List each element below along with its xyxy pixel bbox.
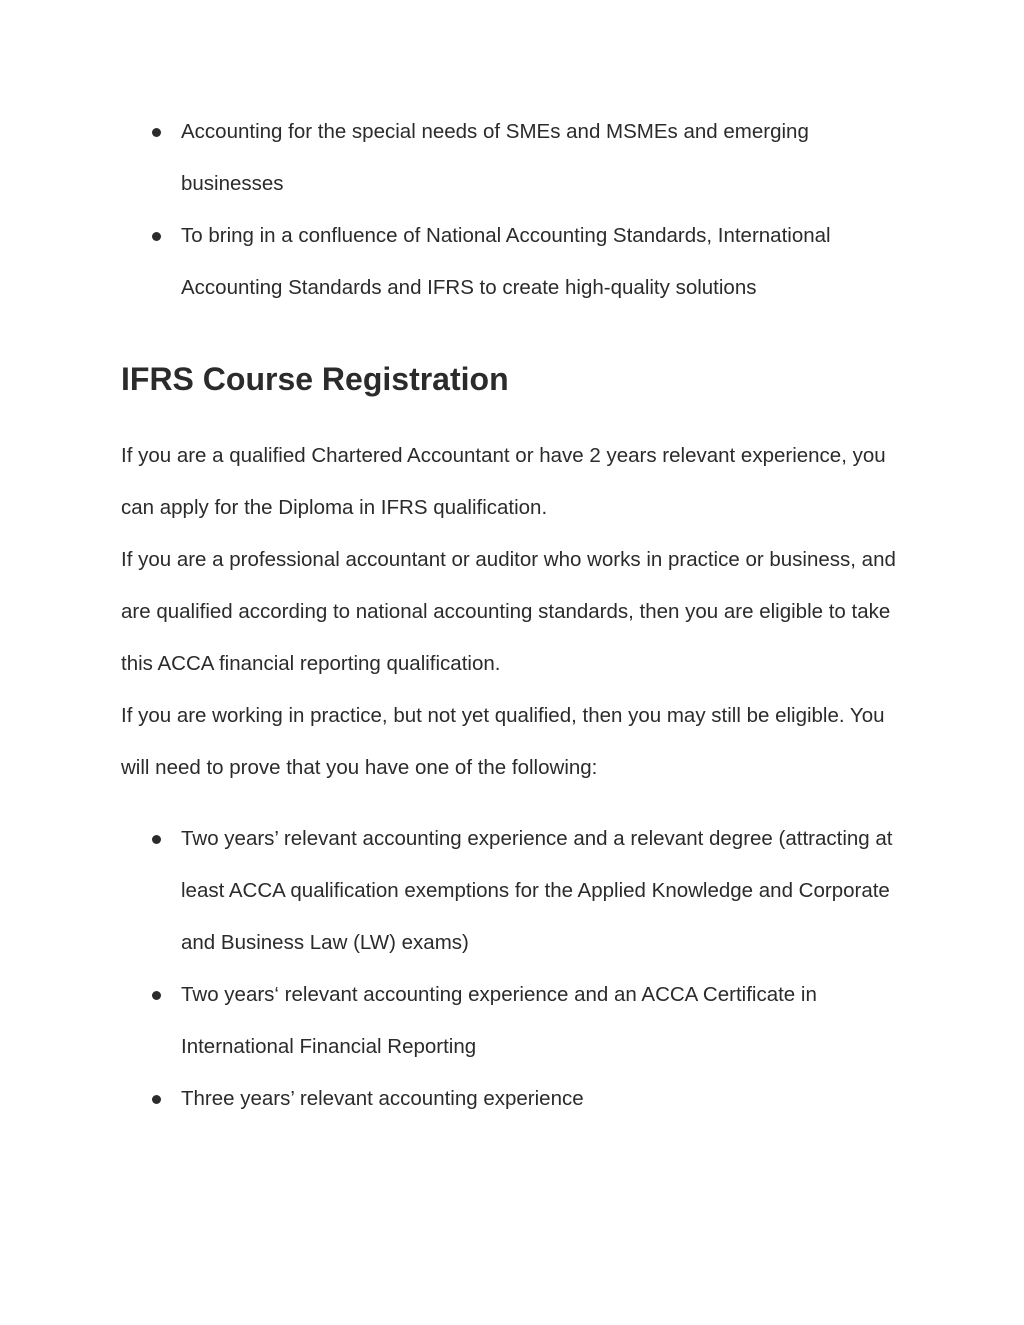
requirements-bullet-list [121, 813, 901, 1125]
bullet-icon [152, 991, 161, 1000]
section-body [121, 430, 901, 794]
section-heading: IFRS Course Registration [121, 361, 509, 397]
document-page [121, 106, 901, 1125]
bullet-icon [152, 835, 161, 844]
list-item-text: Two years’ relevant accounting experience and a relevant degree (attracting at least ACCA qualification exemptions for the Applied Knowledge and Corporate and Business Law (LW) exams) [181, 827, 893, 954]
list-item-text: Accounting for the special needs of SMEs and MSMEs and emerging businesses [181, 120, 809, 195]
list-item [121, 210, 901, 314]
list-item-text: To bring in a confluence of National Accounting Standards, International Accounting Standards and IFRS to create high-quality solutions [181, 224, 831, 299]
paragraph: If you are a qualified Chartered Accountant or have 2 years relevant experience, you can apply for the Diploma in IFRS qualification. [121, 444, 886, 519]
intro-bullet-list [121, 106, 901, 314]
list-item-text: Two years‘ relevant accounting experience and an ACCA Certificate in International Financial Reporting [181, 983, 817, 1058]
list-item [121, 1073, 901, 1125]
bullet-icon [152, 232, 161, 241]
paragraph: If you are working in practice, but not yet qualified, then you may still be eligible. You will need to prove that you have one of the following: [121, 704, 885, 779]
list-item [121, 969, 901, 1073]
bullet-icon [152, 128, 161, 137]
list-item-text: Three years’ relevant accounting experience [181, 1087, 584, 1110]
list-item [121, 106, 901, 210]
paragraph: If you are a professional accountant or auditor who works in practice or business, and are qualified according to national accounting standards, then you are eligible to take this ACCA financial reporting qualification. [121, 548, 896, 675]
bullet-icon [152, 1095, 161, 1104]
list-item [121, 813, 901, 969]
